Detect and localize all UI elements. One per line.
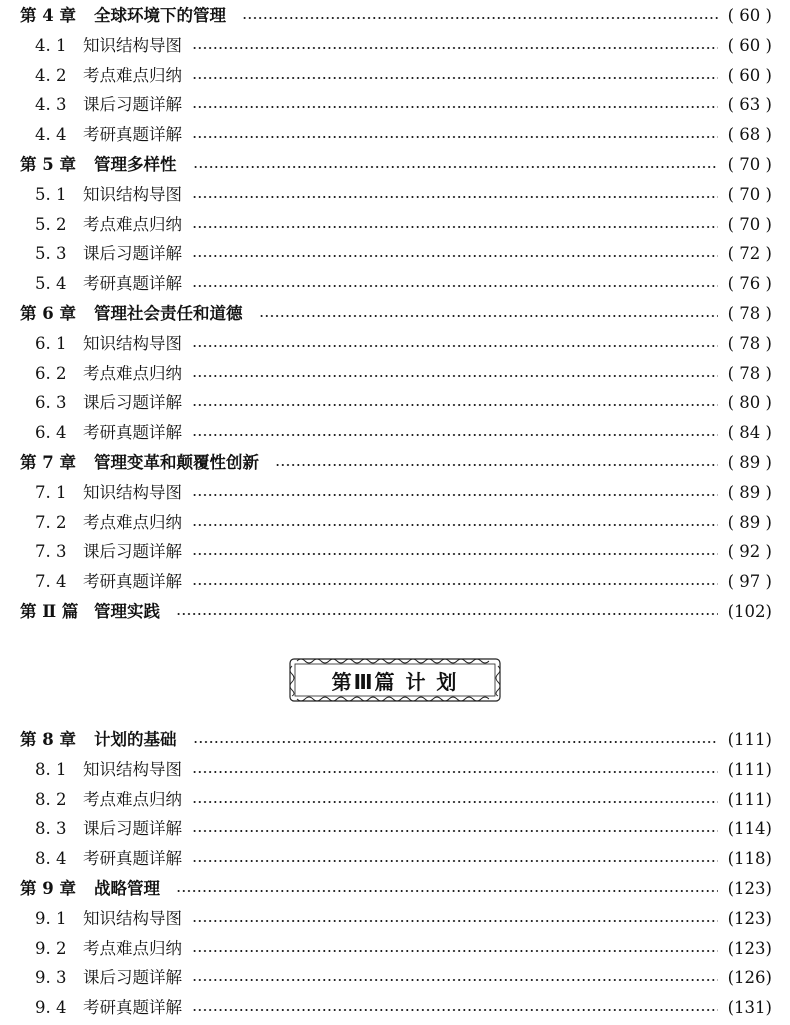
toc-entry-number: 7. 3 [35, 542, 67, 562]
toc-entry-number: 8. 2 [35, 789, 67, 809]
toc-entry-number: 5. 3 [35, 244, 67, 264]
toc-entry-title: 考点难点归纳 [83, 65, 182, 85]
toc-entry-title: 考研真题详解 [83, 423, 182, 443]
dot-leader [192, 255, 718, 257]
toc-entry-number: 第 8 章 [20, 730, 76, 749]
toc-page-number: (102) [727, 602, 772, 621]
toc-entry-number: 4. 1 [35, 35, 67, 55]
toc-section-row[interactable] [35, 510, 772, 536]
toc-section-row[interactable] [35, 965, 772, 991]
dot-leader [193, 166, 719, 168]
toc-page-number: ( 78 ) [727, 304, 772, 323]
toc-page-number: ( 78 ) [727, 363, 772, 383]
toc-section-row[interactable] [35, 420, 772, 446]
toc-entry-title: 知识结构导图 [83, 184, 182, 204]
dot-leader [192, 375, 718, 377]
toc-entry-number: 4. 3 [35, 95, 67, 115]
toc-entry-number: 4. 4 [35, 125, 67, 145]
toc-section-row[interactable] [35, 569, 772, 595]
toc-entry-title: 管理社会责任和道德 [94, 304, 243, 323]
dot-leader [192, 345, 718, 347]
toc-page-number: ( 72 ) [727, 244, 772, 264]
toc-section-row[interactable] [35, 33, 772, 59]
toc-entry-title: 考点难点归纳 [83, 938, 182, 958]
toc-section-row[interactable] [35, 241, 772, 267]
toc-page-number: ( 84 ) [727, 423, 772, 443]
toc-entry-title: 知识结构导图 [83, 333, 182, 353]
toc-page-number: ( 70 ) [727, 214, 772, 234]
toc-entry-number: 9. 2 [35, 938, 67, 958]
dot-leader [192, 77, 718, 79]
toc-page-number: ( 60 ) [727, 6, 772, 25]
toc-page-number: (123) [727, 938, 772, 958]
toc-page-number: (118) [727, 849, 772, 869]
toc-entry-title: 课后习题详解 [83, 819, 182, 839]
toc-entry-number: 6. 3 [35, 393, 67, 413]
dot-leader [192, 801, 718, 803]
toc-page-number: ( 89 ) [727, 453, 772, 472]
toc-entry-number: 8. 4 [35, 849, 67, 869]
toc-entry-number: 第 9 章 [20, 879, 76, 898]
toc-entry-title: 知识结构导图 [83, 35, 182, 55]
toc-entry-title: 考点难点归纳 [83, 214, 182, 234]
dot-leader [192, 553, 718, 555]
toc-entry-title: 考点难点归纳 [83, 363, 182, 383]
toc-entry-title: 管理变革和颠覆性创新 [94, 453, 259, 472]
toc-page-number: ( 63 ) [727, 95, 772, 115]
toc-section-row[interactable] [35, 63, 772, 89]
toc-page-number: ( 78 ) [727, 333, 772, 353]
toc-entry-title: 管理多样性 [94, 155, 177, 174]
toc-section-row[interactable] [35, 539, 772, 565]
part-heading-box [287, 656, 503, 704]
toc-entry-number: 9. 1 [35, 908, 67, 928]
toc-entry-title: 课后习题详解 [83, 95, 182, 115]
toc-page-number: (131) [727, 998, 772, 1018]
dot-leader [259, 315, 719, 317]
toc-entry-title: 考研真题详解 [83, 274, 182, 294]
toc-entry-number: 5. 4 [35, 274, 67, 294]
toc-section-row[interactable] [35, 390, 772, 416]
toc-entry-title: 课后习题详解 [83, 542, 182, 562]
toc-section-row[interactable] [35, 92, 772, 118]
dot-leader [275, 464, 718, 466]
toc-entry-title: 课后习题详解 [83, 393, 182, 413]
dot-leader [176, 890, 718, 892]
dot-leader [176, 613, 718, 615]
toc-section-row[interactable] [35, 787, 772, 813]
toc-section-row[interactable] [35, 816, 772, 842]
dot-leader [192, 136, 718, 138]
toc-entry-title: 战略管理 [94, 879, 160, 898]
toc-entry-number: 9. 4 [35, 998, 67, 1018]
toc-chapter-row[interactable] [20, 727, 772, 753]
toc-entry-number: 第 7 章 [20, 453, 76, 472]
toc-entry-title: 课后习题详解 [83, 968, 182, 988]
toc-entry-title: 课后习题详解 [83, 244, 182, 264]
toc-entry-number: 第 4 章 [20, 6, 76, 25]
toc-entry-title: 计划的基础 [94, 730, 177, 749]
toc-entry-title: 知识结构导图 [83, 759, 182, 779]
toc-entry-title: 知识结构导图 [83, 908, 182, 928]
toc-page-number: (126) [727, 968, 772, 988]
dot-leader [193, 741, 719, 743]
toc-page-number: ( 97 ) [727, 572, 772, 592]
dot-leader [192, 434, 718, 436]
toc-entry-number: 8. 3 [35, 819, 67, 839]
dot-leader [192, 583, 718, 585]
dot-leader [192, 494, 718, 496]
toc-section-row[interactable] [35, 212, 772, 238]
toc-entry-title: 考点难点归纳 [83, 789, 182, 809]
toc-chapter-row[interactable] [20, 876, 772, 902]
toc-section-row[interactable] [35, 995, 772, 1021]
toc-section-row[interactable] [35, 480, 772, 506]
toc-entry-title: 知识结构导图 [83, 482, 182, 502]
toc-page-number: (111) [727, 759, 772, 779]
toc-entry-number: 6. 1 [35, 333, 67, 353]
toc-section-row[interactable] [35, 936, 772, 962]
toc-page-number: ( 80 ) [727, 393, 772, 413]
toc-entry-number: 6. 2 [35, 363, 67, 383]
toc-section-row[interactable] [35, 906, 772, 932]
dot-leader [192, 106, 718, 108]
toc-page-number: ( 76 ) [727, 274, 772, 294]
toc-section-row[interactable] [35, 757, 772, 783]
part-title: 第Ⅲ篇 计 划 [331, 669, 459, 694]
toc-entry-title: 管理实践 [94, 602, 160, 621]
toc-entry-number: 9. 3 [35, 968, 67, 988]
toc-entry-title: 考研真题详解 [83, 998, 182, 1018]
toc-entry-number: 第 5 章 [20, 155, 76, 174]
toc-entry-number: 5. 2 [35, 214, 67, 234]
toc-chapter-row[interactable] [20, 450, 772, 476]
dot-leader [242, 17, 718, 19]
toc-page-number: (123) [727, 879, 772, 898]
toc-entry-title: 全球环境下的管理 [94, 6, 226, 25]
toc-page-number: ( 89 ) [727, 512, 772, 532]
toc-section-row[interactable] [35, 331, 772, 357]
dot-leader [192, 47, 718, 49]
toc-entry-number: 5. 1 [35, 184, 67, 204]
toc-page-number: (123) [727, 908, 772, 928]
toc-entry-number: 7. 1 [35, 482, 67, 502]
toc-page-number: (114) [727, 819, 772, 839]
toc-section-row[interactable] [35, 122, 772, 148]
toc-entry-title: 考研真题详解 [83, 572, 182, 592]
toc-page-number: ( 70 ) [727, 184, 772, 204]
toc-entry-number: 第 6 章 [20, 304, 76, 323]
toc-entry-number: 第 Ⅱ 篇 [20, 602, 79, 621]
toc-entry-title: 考研真题详解 [83, 849, 182, 869]
toc-chapter-row[interactable] [20, 599, 772, 625]
toc-chapter-row[interactable] [20, 152, 772, 178]
toc-page-number: (111) [727, 789, 772, 809]
dot-leader [192, 404, 718, 406]
toc-section-row[interactable] [35, 846, 772, 872]
toc-entry-number: 7. 4 [35, 572, 67, 592]
toc-page-number: ( 60 ) [727, 35, 772, 55]
toc-entry-number: 6. 4 [35, 423, 67, 443]
dot-leader [192, 1009, 718, 1011]
toc-page-number: ( 92 ) [727, 542, 772, 562]
dot-leader [192, 196, 718, 198]
toc-section-row[interactable] [35, 182, 772, 208]
dot-leader [192, 830, 718, 832]
dot-leader [192, 950, 718, 952]
dot-leader [192, 979, 718, 981]
toc-entry-number: 7. 2 [35, 512, 67, 532]
dot-leader [192, 285, 718, 287]
toc-section-row[interactable] [35, 361, 772, 387]
toc-page-number: ( 60 ) [727, 65, 772, 85]
dot-leader [192, 771, 718, 773]
toc-entry-title: 考点难点归纳 [83, 512, 182, 532]
dot-leader [192, 226, 718, 228]
toc-entry-number: 4. 2 [35, 65, 67, 85]
toc-page-number: ( 70 ) [727, 155, 772, 174]
toc-page-number: (111) [727, 730, 772, 749]
toc-entry-number: 8. 1 [35, 759, 67, 779]
toc-page-number: ( 68 ) [727, 125, 772, 145]
toc-chapter-row[interactable] [20, 301, 772, 327]
dot-leader [192, 860, 718, 862]
toc-entry-title: 考研真题详解 [83, 125, 182, 145]
dot-leader [192, 920, 718, 922]
toc-page-number: ( 89 ) [727, 482, 772, 502]
dot-leader [192, 524, 718, 526]
toc-chapter-row[interactable] [20, 3, 772, 29]
toc-section-row[interactable] [35, 271, 772, 297]
